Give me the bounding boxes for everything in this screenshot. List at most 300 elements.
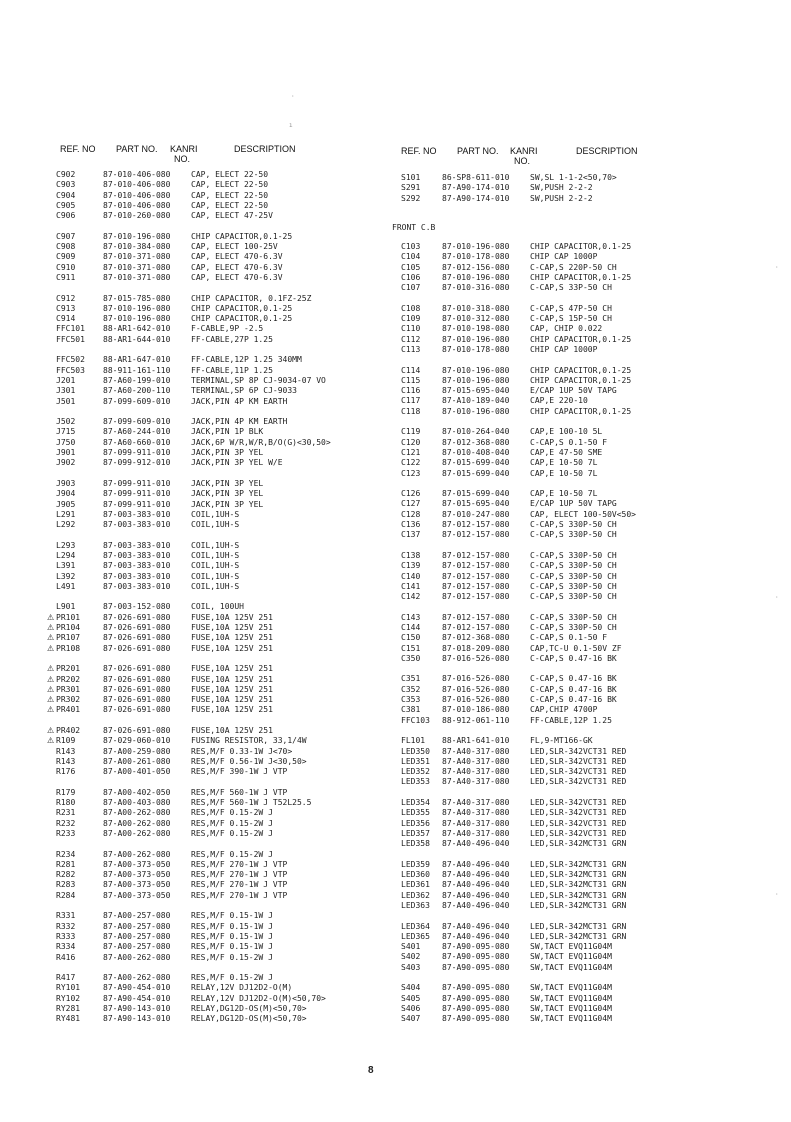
ref-no-cell: R416 — [56, 952, 76, 962]
description-cell: FF-CABLE,12P 1.25 340MM — [191, 355, 302, 365]
part-no-cell: 87-015-695-040 — [442, 386, 510, 396]
ref-no-cell: L901 — [56, 602, 76, 612]
safety-warning-icon — [47, 870, 56, 880]
safety-warning-icon — [47, 922, 56, 932]
ref-no-cell: RY281 — [56, 1004, 81, 1014]
description-cell: CHIP CAPACITOR,0.1-25 — [191, 303, 293, 313]
safety-warning-icon — [392, 561, 401, 571]
ref-no-cell: PR402 — [56, 726, 81, 736]
part-no-cell: 87-010-196-080 — [442, 406, 510, 416]
ref-no-cell: R333 — [56, 931, 76, 941]
description-cell: JACK,PIN 3P YEL — [191, 489, 264, 499]
table-row — [392, 324, 636, 334]
safety-warning-icon — [47, 880, 56, 890]
safety-warning-icon — [392, 345, 401, 355]
part-no-cell: 87-026-691-080 — [103, 674, 171, 684]
description-cell: C-CAP,S 0.47-16 BK — [530, 674, 617, 684]
part-no-cell: 87-A00-257-080 — [103, 942, 171, 952]
table-row — [47, 479, 331, 489]
table-row — [392, 345, 636, 355]
description-cell: SW,TACT EVQ11G04M — [530, 942, 612, 952]
description-cell: C-CAP,S 330P-50 CH — [530, 530, 617, 540]
table-row — [392, 561, 636, 571]
table-row — [47, 201, 331, 211]
part-no-cell: 87-010-178-080 — [442, 344, 510, 354]
description-cell: FUSE,10A 125V 251 — [191, 612, 273, 622]
safety-warning-icon — [392, 458, 401, 468]
description-cell: RES,M/F 0.15-1W J — [191, 942, 273, 952]
part-no-cell: 87-016-526-080 — [442, 653, 510, 663]
table-row — [392, 633, 636, 643]
ref-no-cell: C910 — [56, 262, 76, 272]
table-row — [392, 376, 636, 386]
group-spacer — [47, 221, 331, 231]
safety-warning-icon — [392, 942, 401, 952]
description-cell: RELAY,12V DJ12D2-O(M)<50,70> — [191, 993, 326, 1003]
safety-warning-icon — [47, 252, 56, 262]
part-no-cell: 87-A90-095-080 — [442, 983, 510, 993]
table-row — [392, 922, 636, 932]
description-cell: RES,M/F 0.15-2W J — [191, 829, 273, 838]
safety-warning-icon — [392, 499, 401, 509]
ref-no-cell: S101 — [401, 173, 421, 182]
description-cell: LED,SLR-342VCT31 RED — [530, 798, 627, 808]
safety-warning-icon — [392, 427, 401, 437]
safety-warning-icon — [47, 479, 56, 489]
description-cell: CHIP CAP 1000P — [530, 344, 598, 354]
safety-warning-icon — [47, 973, 56, 983]
ref-no-cell: C353 — [401, 695, 421, 705]
ref-no-cell: LED363 — [401, 901, 430, 910]
safety-warning-icon — [47, 747, 56, 757]
ref-no-cell: C904 — [56, 190, 76, 200]
table-row — [392, 1014, 636, 1024]
table-row — [392, 448, 636, 458]
table-row — [392, 829, 636, 839]
table-row — [47, 942, 331, 952]
description-cell: C-CAP,S 220P-50 CH — [530, 262, 617, 272]
part-no-cell: 87-A00-257-080 — [103, 911, 171, 921]
safety-warning-icon — [47, 510, 56, 520]
ref-no-cell: R417 — [56, 973, 76, 983]
safety-warning-icon — [392, 819, 401, 829]
safety-warning-icon — [392, 674, 401, 684]
ref-no-cell: L491 — [56, 581, 76, 591]
description-cell: C-CAP,S 330P-50 CH — [530, 561, 617, 571]
safety-warning-icon — [392, 808, 401, 818]
description-cell: COIL,1UH-S — [191, 550, 240, 560]
part-no-cell: 87-A40-496-040 — [442, 890, 510, 900]
ref-no-cell: C151 — [401, 643, 421, 653]
description-cell: JACK,PIN 4P KM EARTH — [191, 417, 288, 427]
part-no-cell: 87-010-316-080 — [442, 283, 510, 293]
group-spacer — [392, 293, 636, 303]
table-row — [392, 194, 617, 204]
safety-warning-icon — [392, 963, 401, 973]
safety-warning-icon — [47, 489, 56, 499]
safety-warning-icon — [47, 458, 56, 468]
description-cell: FUSE,10A 125V 251 — [191, 643, 273, 653]
description-cell: CAP,E 10-50 7L — [530, 458, 598, 468]
safety-warning-icon: ⚠ — [47, 695, 55, 705]
description-cell: FF-CABLE,11P 1.25 — [191, 365, 273, 375]
ref-no-cell: L292 — [56, 520, 76, 530]
ref-no-cell: C138 — [401, 550, 421, 560]
part-no-cell: 87-010-371-080 — [103, 272, 171, 282]
part-no-cell: 87-A00-403-080 — [103, 798, 171, 808]
ref-no-cell: R282 — [56, 870, 76, 880]
part-no-cell: 87-010-408-040 — [442, 447, 510, 457]
part-no-cell: 87-A90-095-080 — [442, 1003, 510, 1013]
safety-warning-icon — [392, 407, 401, 417]
table-row — [47, 891, 331, 901]
part-no-cell: 87-010-186-080 — [442, 705, 510, 715]
table-row — [392, 283, 636, 293]
table-row — [47, 489, 331, 499]
part-no-cell: 87-018-209-080 — [442, 643, 510, 653]
table-row — [47, 438, 331, 448]
description-cell: JACK,PIN 4P KM EARTH — [191, 396, 288, 406]
part-no-cell: 87-010-406-080 — [103, 170, 171, 179]
group-spacer — [392, 541, 636, 551]
table-row — [392, 499, 636, 509]
ref-no-cell: C110 — [401, 324, 421, 334]
table-row — [392, 963, 636, 973]
ref-no-cell: C127 — [401, 499, 421, 509]
part-no-cell: 87-015-695-040 — [442, 499, 510, 509]
description-cell: FUSING RESISTOR, 33,1/4W — [191, 736, 307, 746]
description-cell: C-CAP,S 330P-50 CH — [530, 581, 617, 591]
safety-warning-icon — [392, 469, 401, 479]
table-row — [47, 427, 331, 437]
table-row — [47, 705, 331, 715]
ref-no-cell: C113 — [401, 344, 421, 354]
table-row — [47, 983, 331, 993]
description-cell: CAP, ELECT 100-25V — [191, 242, 278, 252]
description-cell: FF-CABLE,27P 1.25 — [191, 334, 273, 344]
part-no-cell: 87-A40-496-040 — [442, 931, 510, 941]
table-row — [392, 685, 636, 695]
table-row — [392, 396, 636, 406]
table-row — [392, 242, 636, 252]
description-cell: RELAY,DG12D-OS(M)<50,70> — [191, 1004, 307, 1014]
ref-no-cell: C118 — [401, 406, 421, 416]
description-cell: JACK,PIN 3P YEL W/E — [191, 458, 283, 468]
part-no-cell: 87-A40-317-080 — [442, 798, 510, 808]
safety-warning-icon — [47, 860, 56, 870]
safety-warning-icon — [392, 880, 401, 890]
part-no-cell: 87-099-911-010 — [103, 499, 171, 509]
description-cell: RES,M/F 0.33-1W J<70> — [191, 746, 293, 756]
description-cell: SW,TACT EVQ11G04M — [530, 983, 612, 993]
table-row — [47, 1004, 331, 1014]
part-no-cell: 87-A60-244-010 — [103, 427, 171, 437]
part-no-cell: 87-010-312-080 — [442, 314, 510, 324]
right-header-kanri-line1: KANRI — [510, 146, 538, 156]
description-cell: SW,TACT EVQ11G04M — [530, 962, 612, 972]
description-cell: CAP, ELECT 22-50 — [191, 170, 269, 179]
part-no-cell: 87-A00-373-050 — [103, 870, 171, 880]
description-cell: E/CAP 1UP 50V TAPG — [530, 499, 617, 509]
description-cell: C-CAP,S 330P-50 CH — [530, 520, 617, 530]
safety-warning-icon — [47, 551, 56, 561]
safety-warning-icon — [392, 314, 401, 324]
right-top-parts-list — [392, 173, 617, 204]
description-cell: CAP,CHIP 4700P — [530, 705, 598, 715]
ref-no-cell: C144 — [401, 622, 421, 632]
ref-no-cell: C903 — [56, 180, 76, 190]
ref-no-cell: C905 — [56, 200, 76, 210]
part-no-cell: 87-A00-262-080 — [103, 808, 171, 818]
safety-warning-icon — [47, 767, 56, 777]
part-no-cell: 87-A40-496-040 — [442, 870, 510, 880]
table-row — [47, 757, 331, 767]
description-cell: JACK,6P W/R,W/R,B/O(G)<30,50> — [191, 437, 331, 447]
safety-warning-icon — [47, 294, 56, 304]
table-row — [392, 489, 636, 499]
table-row — [392, 458, 636, 468]
group-spacer — [47, 654, 331, 664]
table-row — [47, 922, 331, 932]
table-row — [47, 953, 331, 963]
ref-no-cell: C907 — [56, 231, 76, 241]
description-cell: RES,M/F 0.15-2W J — [191, 973, 273, 983]
ref-no-cell: J905 — [56, 499, 76, 509]
table-row — [392, 273, 636, 283]
group-spacer — [47, 592, 331, 602]
description-cell: LED,SLR-342MCT31 GRN — [530, 931, 627, 941]
description-cell: C-CAP,S 0.1-50 F — [530, 633, 608, 643]
description-cell: SW,TACT EVQ11G04M — [530, 952, 612, 962]
description-cell: LED,SLR-342VCT31 RED — [530, 777, 627, 787]
ref-no-cell: LED364 — [401, 921, 430, 931]
table-row — [392, 438, 636, 448]
safety-warning-icon — [47, 386, 56, 396]
part-no-cell: 87-012-157-080 — [442, 612, 510, 622]
right-header-kanri — [510, 146, 538, 166]
table-row — [392, 582, 636, 592]
table-row — [47, 675, 331, 685]
ref-no-cell: C150 — [401, 633, 421, 643]
description-cell: C-CAP,S 330P-50 CH — [530, 550, 617, 560]
table-row — [392, 314, 636, 324]
ref-no-cell: LED360 — [401, 870, 430, 880]
part-no-cell: 87-A40-317-080 — [442, 777, 510, 787]
table-row — [47, 911, 331, 921]
table-row — [47, 695, 331, 705]
description-cell: CAP,TC-U 0.1-50V ZF — [530, 643, 622, 653]
description-cell: FUSE,10A 125V 251 — [191, 726, 273, 736]
description-cell: RELAY,12V DJ12D2-O(M) — [191, 983, 293, 993]
table-row — [47, 170, 331, 180]
ref-no-cell: S401 — [401, 942, 421, 952]
part-no-cell: 87-A00-373-050 — [103, 880, 171, 890]
safety-warning-icon — [392, 777, 401, 787]
safety-warning-icon — [47, 427, 56, 437]
right-header-part-no: PART NO. — [457, 146, 499, 156]
table-row — [47, 541, 331, 551]
ref-no-cell: C108 — [401, 303, 421, 313]
table-row — [392, 798, 636, 808]
ref-no-cell: C909 — [56, 252, 76, 262]
part-no-cell: 87-010-318-080 — [442, 303, 510, 313]
scan-mark: · — [775, 891, 779, 898]
table-row — [47, 1014, 331, 1024]
table-row — [47, 551, 331, 561]
safety-warning-icon: ⚠ — [47, 736, 55, 746]
safety-warning-icon — [392, 798, 401, 808]
table-row — [392, 335, 636, 345]
description-cell: CHIP CAPACITOR,0.1-25 — [530, 375, 632, 385]
description-cell: FUSE,10A 125V 251 — [191, 705, 273, 715]
safety-warning-icon — [392, 551, 401, 561]
part-no-cell: 87-003-383-010 — [103, 550, 171, 560]
ref-no-cell: S406 — [401, 1003, 421, 1013]
description-cell: LED,SLR-342MCT31 GRN — [530, 870, 627, 880]
table-row — [392, 860, 636, 870]
safety-warning-icon — [392, 366, 401, 376]
table-row — [392, 767, 636, 777]
part-no-cell: 87-A90-143-010 — [103, 1004, 171, 1014]
group-spacer — [47, 901, 331, 911]
ref-no-cell: C136 — [401, 520, 421, 530]
safety-warning-icon — [47, 335, 56, 345]
description-cell: FL,9-MT166-GK — [530, 736, 593, 746]
table-row — [392, 530, 636, 540]
description-cell: CAP, ELECT 22-50 — [191, 180, 269, 190]
ref-no-cell: FFC101 — [56, 324, 85, 334]
ref-no-cell: C114 — [401, 365, 421, 375]
ref-no-cell: J902 — [56, 458, 76, 468]
safety-warning-icon: ⚠ — [47, 633, 55, 643]
table-row — [47, 644, 331, 654]
ref-no-cell: C913 — [56, 303, 76, 313]
table-row — [392, 644, 636, 654]
table-row — [47, 448, 331, 458]
safety-warning-icon — [47, 850, 56, 860]
description-cell: C-CAP,S 0.47-16 BK — [530, 695, 617, 705]
ref-no-cell: LED352 — [401, 767, 430, 777]
safety-warning-icon — [47, 314, 56, 324]
table-row — [47, 850, 331, 860]
ref-no-cell: FFC503 — [56, 365, 85, 375]
description-cell: CHIP CAPACITOR,0.1-25 — [191, 231, 293, 241]
part-no-cell: 87-010-247-080 — [442, 509, 510, 519]
description-cell: SW,TACT EVQ11G04M — [530, 1003, 612, 1013]
description-cell: RES,M/F 390-1W J VTP — [191, 767, 288, 777]
safety-warning-icon — [392, 263, 401, 273]
ref-no-cell: PR302 — [56, 695, 81, 705]
right-parts-list — [392, 242, 636, 1025]
part-no-cell: 87-A90-095-080 — [442, 1014, 510, 1024]
table-row — [392, 819, 636, 829]
group-spacer — [392, 850, 636, 860]
ref-no-cell: S291 — [401, 183, 421, 193]
ref-no-cell: R332 — [56, 921, 76, 931]
safety-warning-icon — [47, 808, 56, 818]
safety-warning-icon — [392, 644, 401, 654]
part-no-cell: 87-A90-095-080 — [442, 952, 510, 962]
table-row — [47, 726, 331, 736]
part-no-cell: 87-A40-496-040 — [442, 859, 510, 869]
description-cell: RES,M/F 0.15-1W J — [191, 911, 273, 921]
part-no-cell: 87-A60-200-110 — [103, 386, 171, 396]
safety-warning-icon — [47, 994, 56, 1004]
description-cell: LED,SLR-342VCT31 RED — [530, 828, 627, 838]
table-row — [47, 273, 331, 283]
ref-no-cell: LED351 — [401, 756, 430, 766]
part-no-cell: 88-912-061-110 — [442, 715, 510, 725]
safety-warning-icon — [392, 396, 401, 406]
description-cell: C-CAP,S 330P-50 CH — [530, 612, 617, 622]
scan-mark: ı — [289, 122, 293, 129]
safety-warning-icon — [392, 386, 401, 396]
part-no-cell: 87-099-911-010 — [103, 478, 171, 488]
table-row — [392, 695, 636, 705]
group-spacer — [392, 973, 636, 983]
part-no-cell: 87-003-152-080 — [103, 602, 171, 612]
table-row — [47, 458, 331, 468]
safety-warning-icon — [47, 263, 56, 273]
part-no-cell: 87-015-699-040 — [442, 468, 510, 478]
part-no-cell: 87-026-691-080 — [103, 726, 171, 736]
part-no-cell: 88-AR1-644-010 — [103, 334, 171, 344]
group-spacer — [47, 963, 331, 973]
ref-no-cell: LED357 — [401, 828, 430, 838]
table-row — [47, 572, 331, 582]
description-cell: C-CAP,S 330P-50 CH — [530, 622, 617, 632]
ref-no-cell: LED361 — [401, 880, 430, 890]
part-no-cell: 87-010-406-080 — [103, 200, 171, 210]
part-no-cell: 87-A40-317-080 — [442, 828, 510, 838]
part-no-cell: 87-A00-262-080 — [103, 973, 171, 983]
table-row — [392, 520, 636, 530]
table-row — [392, 623, 636, 633]
ref-no-cell: PR101 — [56, 612, 81, 622]
table-row — [392, 839, 636, 849]
group-spacer — [392, 726, 636, 736]
safety-warning-icon — [47, 273, 56, 283]
description-cell: LED,SLR-342VCT31 RED — [530, 756, 627, 766]
table-row — [392, 757, 636, 767]
description-cell: JACK,PIN 3P YEL — [191, 478, 264, 488]
group-spacer — [392, 355, 636, 365]
table-row — [392, 952, 636, 962]
right-header-ref-no: REF. NO — [401, 146, 437, 156]
table-row — [47, 613, 331, 623]
description-cell: COIL,1UH-S — [191, 540, 240, 550]
ref-no-cell: LED355 — [401, 808, 430, 818]
table-row — [392, 747, 636, 757]
safety-warning-icon — [392, 252, 401, 262]
part-no-cell: 87-029-060-010 — [103, 736, 171, 746]
description-cell: LED,SLR-342VCT31 RED — [530, 767, 627, 777]
part-no-cell: 87-012-368-080 — [442, 437, 510, 447]
part-no-cell: 87-A40-317-080 — [442, 746, 510, 756]
ref-no-cell: C143 — [401, 612, 421, 622]
ref-no-cell: C122 — [401, 458, 421, 468]
table-row — [392, 808, 636, 818]
ref-no-cell: J901 — [56, 448, 76, 458]
safety-warning-icon — [392, 183, 401, 193]
part-no-cell: 87-010-178-080 — [442, 252, 510, 262]
table-row — [392, 252, 636, 262]
description-cell: RES,M/F 0.56-1W J<30,50> — [191, 756, 307, 766]
ref-no-cell: S407 — [401, 1014, 421, 1024]
part-no-cell: 87-026-691-080 — [103, 643, 171, 653]
ref-no-cell: C120 — [401, 437, 421, 447]
table-row — [47, 808, 331, 818]
